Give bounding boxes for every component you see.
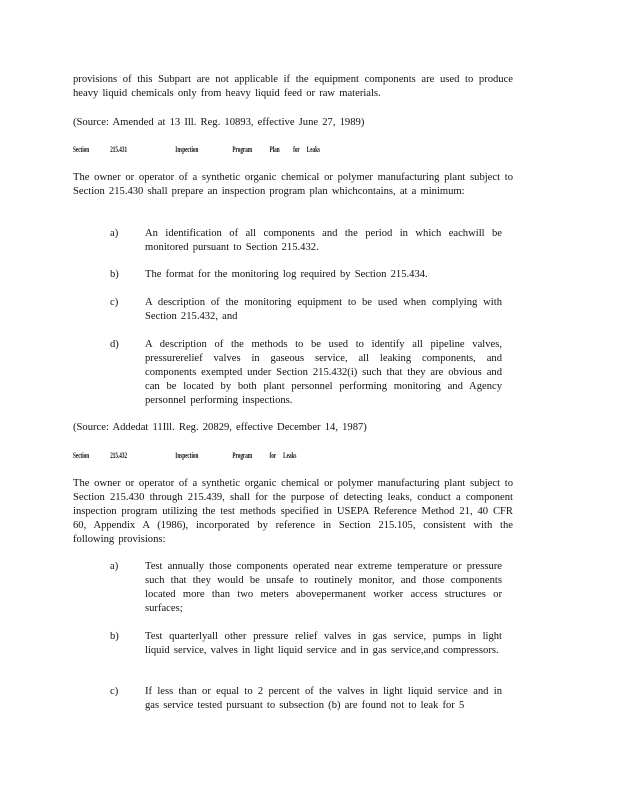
list-item-label: a) — [110, 561, 119, 572]
list-item-label: b) — [110, 269, 119, 280]
intro-continuation-paragraph: provisions of this Subpart are not applicable if the equipment components are used to produce heavy liquid chemicals only from heavy liquid feed or raw materials. — [73, 74, 513, 99]
list-item-label: b) — [110, 631, 119, 642]
title-word: Inspection — [175, 145, 199, 154]
title-word: Plan — [269, 145, 280, 154]
section-label: Section — [73, 451, 90, 460]
title-word: Inspection — [175, 451, 199, 460]
list-item-label: c) — [110, 297, 119, 308]
title-word: Leaks — [283, 451, 297, 460]
section-215-431-heading — [73, 144, 321, 156]
list-item-label: a) — [110, 228, 119, 239]
list-item-label: d) — [110, 339, 119, 350]
list-item-text: Test annually those components operated near extreme temperature or pressure such that they would be unsafe to routinely monitor, and those components located more than two meters abovepermanent worker access structures or surfaces; — [145, 561, 502, 614]
source-note-2: (Source: Addedat 11Ill. Reg. 20829, effective December 14, 1987) — [73, 422, 367, 433]
list-item-text: An identification of all components and the period in which eachwill be monitored pursuant to Section 215.432. — [145, 228, 502, 253]
section-number: 215.432 — [110, 451, 128, 460]
list-item-text: A description of the monitoring equipment to be used when complying with Section 215.432, and — [145, 297, 502, 322]
title-word: for — [293, 145, 300, 154]
section-215-432-heading — [73, 450, 296, 462]
title-word: Program — [232, 451, 253, 460]
title-word: Program — [232, 145, 253, 154]
list-item-text: A description of the methods to be used to identify all pipeline valves, pressurerelief valves in gaseous service, all leaking components, and components exempted under Section 215.432(i) such that they are obvious and can be located by both plant personnel performing monitoring and Agency personnel performing inspections. — [145, 339, 502, 406]
list-item-label: c) — [110, 686, 119, 697]
section-number: 215.431 — [110, 145, 128, 154]
section-215-431-body: The owner or operator of a synthetic organic chemical or polymer manufacturing plant subject to Section 215.430 shall prepare an inspection program plan whichcontains, at a minimum: — [73, 172, 513, 197]
source-note-1: (Source: Amended at 13 Ill. Reg. 10893, effective June 27, 1989) — [73, 117, 365, 128]
list-item-text: The format for the monitoring log required by Section 215.434. — [145, 269, 428, 280]
list-item-text: If less than or equal to 2 percent of the valves in light liquid service and in gas service tested pursuant to subsection (b) are found not to leak for 5 — [145, 686, 502, 711]
list-item-text: Test quarterlyall other pressure relief valves in gas service, pumps in light liquid service, valves in light liquid service and in gas service,and compressors. — [145, 631, 502, 656]
title-word: Leaks — [306, 145, 321, 154]
title-word: for — [269, 451, 277, 460]
section-label: Section — [73, 145, 90, 154]
section-215-432-body: The owner or operator of a synthetic organic chemical or polymer manufacturing plant subject to Section 215.430 through 215.439, shall for the purpose of detecting leaks, conduct a component inspection program utilizing the test methods specified in USEPA Reference Method 21, 40 CFR 60, Appendix A (1986), incorporated by reference in Section 215.105, consistent with the following provisions: — [73, 478, 513, 545]
